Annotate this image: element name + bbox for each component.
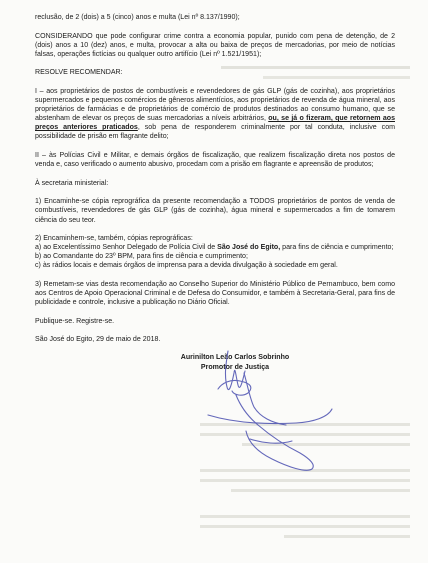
paragraph-resolve: RESOLVE RECOMENDAR:: [35, 69, 123, 77]
document-body: [35, 13, 395, 372]
signer-name: Aurinilton Leão Carlos Sobrinho: [180, 354, 290, 362]
item-i-text: I – aos proprietários de postos de combustíveis e revendedores de gás GLP (gás de cozinha), aos proprietários supermercados e pequenos comércios de gêneros alimentícios, aos proprietários de revenda de água mineral, aos proprietários de farmácias e de proprietários de comércio de produtos destinados ao consumo humano, que se abstenham de elevar os preços de suas mercadorias a níveis arbitrários,: [35, 87, 395, 123]
paragraph-publique: Publique-se. Registre-se.: [35, 317, 115, 325]
paragraph-reclusao: reclusão, de 2 (dois) a 5 (cinco) anos e multa (Lei nº 8.137/1990);: [35, 14, 240, 21]
item-2a-city: São José do Egito,: [217, 244, 281, 252]
paragraph-considerando: CONSIDERANDO que pode configurar crime contra a economia popular, punido com pena de detenção, de 2 (dois) anos a 10 (dez) anos, e multa, provocar a alta ou baixa de preços de mercadorias, por meio de notícias falsas, operações fictícias ou qualquer outro artifício (Lei nº 1.521/1951);: [35, 32, 395, 58]
paragraph-secretaria: À secretaria ministerial:: [35, 179, 109, 187]
item-i-tail: , sob pena de responderem criminalmente por tal conduta, inclusive com possibilidade de prisão em flagrante delito;: [35, 124, 395, 141]
item-2a-tail: para fins de ciência e cumprimento;: [282, 244, 394, 252]
paragraph-item-2c: c) às rádios locais e demais órgãos de imprensa para a devida divulgação à sociedade em geral.: [35, 262, 338, 270]
signer-title: Promotor de Justiça: [200, 363, 270, 371]
paragraph-item-2b: b) ao Comandante do 23º BPM, para fins de ciência e cumprimento;: [35, 253, 248, 261]
item-2a-text: a) ao Excelentíssimo Senhor Delegado de Polícia Civil de: [35, 244, 216, 252]
item-i-emphasis: ou, se já o fizeram, que retornem aos preços anteriores praticados: [35, 115, 395, 132]
paragraph-item-3: 3) Remetam-se vias desta recomendação ao Conselho Superior do Ministério Público de Pernambuco, bem como aos Centros de Apoio Operacional Criminal e de Defesa do Consumidor, e também à Secretaria-Geral, para fins de publicidade e controle, inclusive a publicação no Diário Oficial.: [35, 280, 395, 307]
paragraph-item-2a: [35, 243, 395, 252]
paragraph-item-ii: II – às Polícias Civil e Militar, e demais órgãos de fiscalização, que realizem fiscalização direta nos postos de venda e, caso verificado o aumento abusivo, procedam com a prisão em flagrante e apreensão de produtos;: [35, 152, 395, 169]
paragraph-item-2: 2) Encaminhem-se, também, cópias reprográficas:: [35, 235, 193, 243]
paragraph-date: São José do Egito, 29 de maio de 2018.: [35, 336, 161, 344]
handwritten-signature: [188, 343, 338, 473]
paragraph-item-1: 1) Encaminhe-se cópia reprográfica da presente recomendação a TODOS proprietários de pontos de venda de combustíveis, revendedores de gás GLP (gás de cozinha), água mineral e supermercados a fim de tomarem ciência do seu teor.: [35, 198, 395, 224]
paragraph-item-i: [35, 87, 395, 142]
